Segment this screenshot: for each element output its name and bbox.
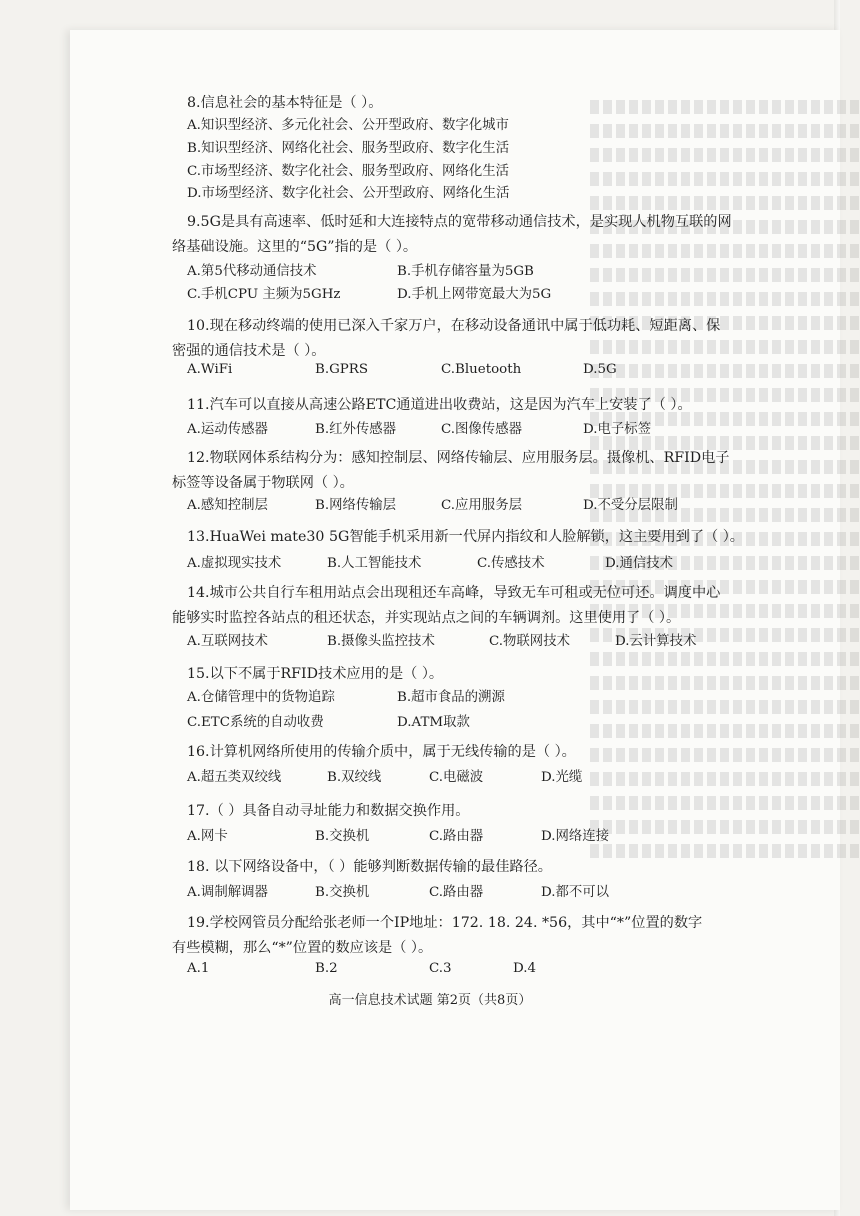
- question-stem-line: 能够实时监控各站点的租还状态，并实现站点之间的车辆调剂。这里使用了（ ）。: [172, 610, 681, 626]
- answer-option: C.ETC系统的自动收费: [187, 715, 324, 730]
- question-stem-line: 16.计算机网络所使用的传输介质中，属于无线传输的是（ ）。: [187, 744, 576, 760]
- answer-option: B.手机存储容量为5GB: [397, 264, 534, 279]
- question-stem-line: 密强的通信技术是（ ）。: [172, 343, 326, 359]
- question-stem-line: 11.汽车可以直接从高速公路ETC通道进出收费站，这是因为汽车上安装了（ ）。: [187, 397, 692, 413]
- question-stem-line: 14.城市公共自行车租用站点会出现租还车高峰，导致无车可租或无位可还。调度中心: [187, 585, 721, 601]
- answer-option: C.图像传感器: [441, 422, 522, 437]
- question-stem-line: 10.现在移动终端的使用已深入千家万户，在移动设备通讯中属于低功耗、短距离、保: [187, 318, 721, 334]
- answer-option: D.4: [513, 961, 537, 976]
- question-stem-line: 17.（ ）具备自动寻址能力和数据交换作用。: [187, 803, 470, 819]
- answer-option: C.手机CPU 主频为5GHz: [187, 287, 341, 302]
- answer-option: D.都不可以: [541, 885, 610, 900]
- answer-option: C.应用服务层: [441, 498, 522, 513]
- question-stem-line: 络基础设施。这里的“5G”指的是（ ）。: [172, 239, 418, 255]
- answer-option: D.不受分层限制: [583, 498, 678, 513]
- answer-option: A.知识型经济、多元化社会、公开型政府、数字化城市: [187, 118, 509, 133]
- answer-option: A.超五类双绞线: [187, 770, 282, 785]
- answer-option: A.互联网技术: [187, 634, 268, 649]
- question-stem-line: 9.5G是具有高速率、低时延和大连接特点的宽带移动通信技术，是实现人机物互联的网: [187, 214, 732, 230]
- question-stem-line: 标签等设备属于物联网（ ）。: [172, 475, 354, 491]
- answer-option: C.Bluetooth: [441, 362, 522, 377]
- answer-option: B.GPRS: [315, 362, 369, 377]
- answer-option: B.红外传感器: [315, 422, 397, 437]
- answer-option: B.交换机: [315, 885, 370, 900]
- page-footer: 高一信息技术试题 第2页（共8页）: [328, 993, 532, 1008]
- answer-option: C.路由器: [429, 885, 484, 900]
- answer-option: B.超市食品的溯源: [397, 690, 505, 705]
- answer-option: B.网络传输层: [315, 498, 397, 513]
- answer-option: A.感知控制层: [187, 498, 268, 513]
- answer-option: A.网卡: [187, 829, 228, 844]
- answer-option: D.手机上网带宽最大为5G: [397, 287, 552, 302]
- answer-option: B.2: [315, 961, 338, 976]
- answer-option: B.交换机: [315, 829, 370, 844]
- answer-option: A.虚拟现实技术: [187, 556, 282, 571]
- answer-option: D.ATM取款: [397, 715, 470, 730]
- answer-option: A.1: [187, 961, 210, 976]
- answer-option: C.传感技术: [477, 556, 545, 571]
- answer-option: D.通信技术: [605, 556, 674, 571]
- answer-option: D.网络连接: [541, 829, 610, 844]
- answer-option: B.人工智能技术: [327, 556, 422, 571]
- question-stem-line: 15.以下不属于RFID技术应用的是（ ）。: [187, 666, 444, 682]
- answer-option: C.物联网技术: [489, 634, 570, 649]
- answer-option: A.仓储管理中的货物追踪: [187, 690, 335, 705]
- question-stem-line: 19.学校网管员分配给张老师一个IP地址：172. 18. 24. *56，其中“*”位置的数字: [187, 915, 703, 931]
- answer-option: C.3: [429, 961, 452, 976]
- question-stem-line: 12.物联网体系结构分为：感知控制层、网络传输层、应用服务层。摄像机、RFID电子: [187, 450, 730, 466]
- answer-option: A.WiFi: [187, 362, 233, 377]
- answer-option: D.电子标签: [583, 422, 652, 437]
- answer-option: C.电磁波: [429, 770, 484, 785]
- answer-option: C.市场型经济、数字化社会、服务型政府、网络化生活: [187, 164, 510, 179]
- answer-option: A.运动传感器: [187, 422, 268, 437]
- question-stem-line: 13.HuaWei mate30 5G智能手机采用新一代屏内指纹和人脸解锁，这主要用到了（ ）。: [187, 529, 744, 545]
- answer-option: D.云计算技术: [615, 634, 697, 649]
- answer-option: D.市场型经济、数字化社会、公开型政府、网络化生活: [187, 186, 510, 201]
- answer-option: A.第5代移动通信技术: [187, 264, 317, 279]
- answer-option: B.知识型经济、网络化社会、服务型政府、数字化生活: [187, 141, 510, 156]
- question-stem-line: 18. 以下网络设备中，（ ）能够判断数据传输的最佳路径。: [187, 859, 552, 875]
- answer-option: C.路由器: [429, 829, 484, 844]
- question-stem-line: 8.信息社会的基本特征是（ ）。: [187, 95, 383, 111]
- answer-option: B.双绞线: [327, 770, 382, 785]
- answer-option: A.调制解调器: [187, 885, 268, 900]
- answer-option: D.光缆: [541, 770, 583, 785]
- answer-option: D.5G: [583, 362, 617, 377]
- question-stem-line: 有些模糊，那么“*”位置的数应该是（ ）。: [172, 940, 433, 956]
- answer-option: B.摄像头监控技术: [327, 634, 435, 649]
